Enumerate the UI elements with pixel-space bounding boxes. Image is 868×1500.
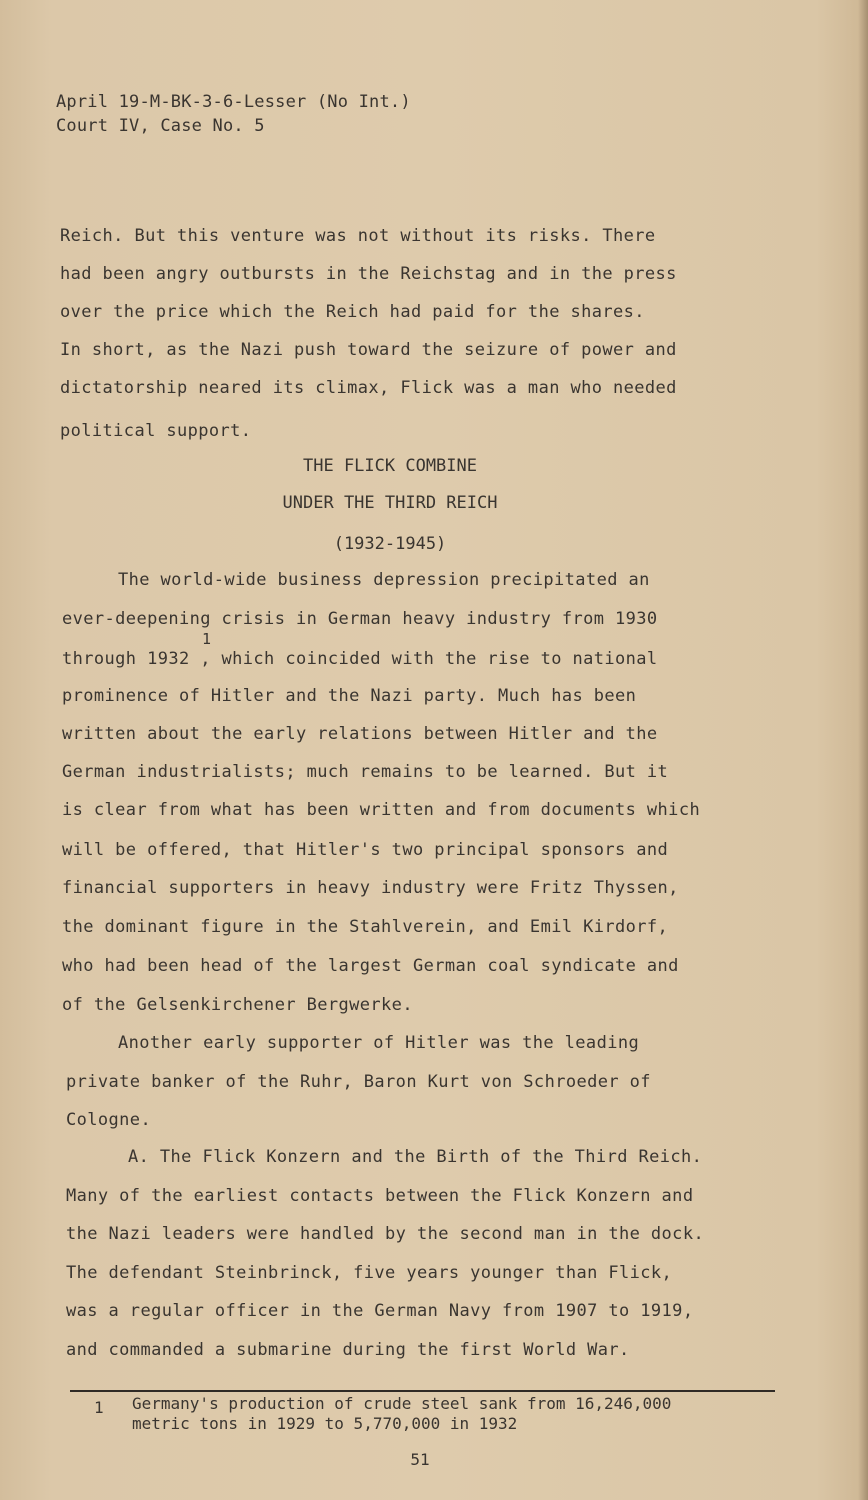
section-heading-dates: (1932-1945) (333, 534, 447, 554)
header-line-2: Court IV, Case No. 5 (56, 116, 265, 136)
text-line: of the Gelsenkirchener Bergwerke. (62, 995, 413, 1015)
text-line: private banker of the Ruhr, Baron Kurt von Schroeder of (66, 1072, 651, 1092)
text-line: will be offered, that Hitler's two principal sponsors and (62, 840, 669, 860)
text-line: prominence of Hitler and the Nazi party. Much has been (62, 686, 637, 706)
text-line: financial supporters in heavy industry were Fritz Thyssen, (62, 878, 679, 898)
text-line: political support. (60, 421, 252, 441)
text-line: is clear from what has been written and from documents which (62, 800, 701, 820)
text-line: and commanded a submarine during the first World War. (66, 1340, 630, 1360)
text-line: The world-wide business depression precipitated an (118, 570, 650, 590)
text-line: written about the early relations between Hitler and the (62, 724, 658, 744)
header-line-1: April 19-M-BK-3-6-Lesser (No Int.) (56, 92, 411, 112)
text-line: ever-deepening crisis in German heavy industry from 1930 (62, 609, 658, 629)
footnote-line-2: metric tons in 1929 to 5,770,000 in 1932 (132, 1414, 518, 1433)
document-header (56, 90, 411, 138)
text-line: Another early supporter of Hitler was the leading (118, 1033, 640, 1053)
text-line: dictatorship neared its climax, Flick was a man who needed (60, 378, 677, 398)
text-line: Reich. But this venture was not without its risks. There (60, 226, 656, 246)
text-line: the Nazi leaders were handled by the second man in the dock. (66, 1224, 705, 1244)
text-line: A. The Flick Konzern and the Birth of the Third Reich. (128, 1147, 703, 1167)
page-edge-shadow (858, 0, 868, 1500)
footnote-separator (70, 1390, 775, 1392)
footnote (88, 1394, 671, 1434)
page-number: 51 (410, 1450, 430, 1469)
text-line: over the price which the Reich had paid for the shares. (60, 302, 645, 322)
footnote-line-1: Germany's production of crude steel sank from 16,246,000 (132, 1394, 672, 1413)
text-line: Many of the earliest contacts between the Flick Konzern and (66, 1186, 694, 1206)
text-line: who had been head of the largest German coal syndicate and (62, 956, 679, 976)
section-heading-line-2: UNDER THE THIRD REICH (282, 493, 498, 513)
section-heading-line-1: THE FLICK COMBINE (303, 456, 477, 476)
text-line: In short, as the Nazi push toward the seizure of power and (60, 340, 677, 360)
text-line: was a regular officer in the German Navy from 1907 to 1919, (66, 1301, 694, 1321)
text-line: German industrialists; much remains to be learned. But it (62, 762, 669, 782)
text-line: through 1932 , which coincided with the rise to national (62, 649, 658, 669)
footnote-number: 1 (94, 1398, 104, 1417)
text-line: had been angry outbursts in the Reichstag and in the press (60, 264, 677, 284)
footnote-marker: 1 (202, 630, 212, 648)
text-line: The defendant Steinbrinck, five years younger than Flick, (66, 1263, 673, 1283)
text-line: Cologne. (66, 1110, 152, 1130)
text-line: the dominant figure in the Stahlverein, and Emil Kirdorf, (62, 917, 669, 937)
